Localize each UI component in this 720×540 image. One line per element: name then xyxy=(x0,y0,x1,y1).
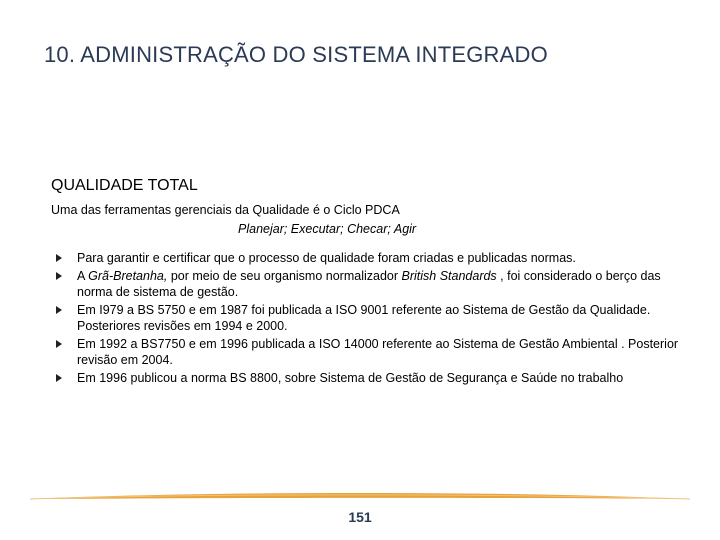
section-heading: QUALIDADE TOTAL xyxy=(51,177,198,194)
list-item-text: Para garantir e certificar que o processo de qualidade foram criadas e publicadas normas. xyxy=(77,251,576,265)
pdca-line: Planejar; Executar; Checar; Agir xyxy=(238,222,417,236)
list-item-text: Em 1992 a BS7750 e em 1996 publicada a ISO 14000 referente ao Sistema de Gestão Ambiental . Posterior revisão em 2004. xyxy=(77,337,679,367)
triangle-right-icon xyxy=(56,272,62,280)
triangle-right-icon xyxy=(56,254,62,262)
list-item-text: A xyxy=(77,269,89,283)
bullet-list xyxy=(56,250,696,388)
list-item-text: , foi considerado o berço das norma de sistema de gestão. xyxy=(77,269,661,299)
list-item xyxy=(56,250,696,266)
footer-swoosh xyxy=(30,488,690,510)
list-item-text: Em 1996 publicou a norma BS 8800, sobre Sistema de Gestão de Segurança e Saúde no trabalho xyxy=(77,371,624,385)
page-title: 10. ADMINISTRAÇÃO DO SISTEMA INTEGRADO xyxy=(44,42,548,67)
list-item-text: Grã-Bretanha, xyxy=(88,269,168,283)
list-item xyxy=(56,370,696,386)
intro-line: Uma das ferramentas gerenciais da Qualidade é o Ciclo PDCA xyxy=(51,203,400,217)
list-item-text: Em I979 a BS 5750 e em 1987 foi publicada a ISO 9001 referente ao Sistema de Gestão da Qualidade. Posteriores revisões em 1994 e 2000. xyxy=(77,303,651,333)
list-item-text: por meio de seu organismo normalizador xyxy=(167,269,402,283)
triangle-right-icon xyxy=(56,374,62,382)
list-item-text: British Standards xyxy=(401,269,497,283)
list-item xyxy=(56,336,696,368)
page-number: 151 xyxy=(348,509,372,525)
triangle-right-icon xyxy=(56,306,62,314)
list-item xyxy=(56,268,696,300)
triangle-right-icon xyxy=(56,340,62,348)
list-item xyxy=(56,302,696,334)
